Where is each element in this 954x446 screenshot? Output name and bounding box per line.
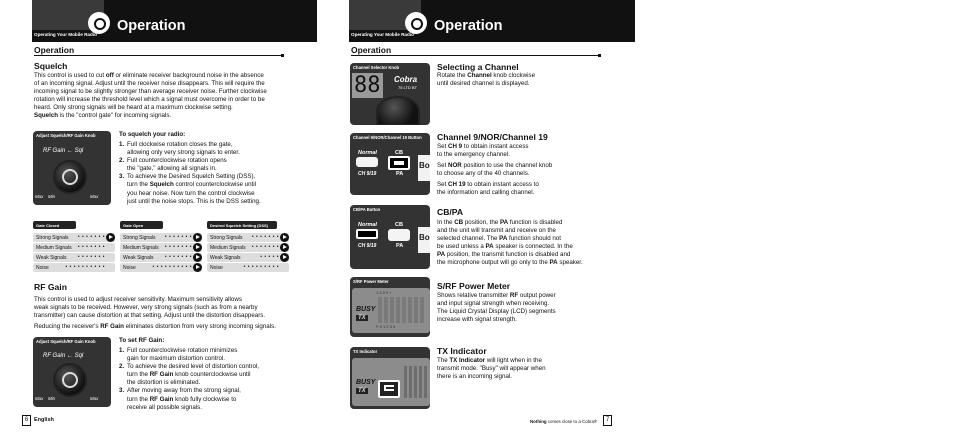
signal-row	[33, 263, 115, 272]
signal-row-label: Strong Signals	[123, 235, 156, 241]
busy-label: BUSY	[356, 379, 376, 386]
signal-row-label: Medium Signals	[36, 245, 72, 251]
photo-caption: CB/PA Button	[353, 207, 381, 212]
brand-label: Cobra	[394, 75, 418, 84]
arrow-icon	[193, 253, 202, 262]
cbpa-heading: CB/PA	[437, 207, 464, 217]
rf-gain-steps-title: To set RF Gain:	[119, 337, 165, 344]
signal-row	[207, 243, 289, 252]
cobra-logo-icon	[405, 12, 427, 34]
header-subtitle: Operating Your Mobile Radio	[34, 32, 97, 37]
knob-min-label: Min	[48, 396, 56, 401]
signal-row-label: Medium Signals	[210, 245, 246, 251]
meter-segments-icon	[378, 297, 426, 323]
squelch-steps: 1. Full clockwise rotation closes the gate, allowing only very strong signals to enter. 2. Full counterclockwise rotation opens the "gate," allowing all signals in. 3. To achieve the Desired Squelch Setting (DSS), turn the Squelch control counterclockwise until you hear noise. Now turn the control clockwise just until the noise stops. This is the DSS setting.	[119, 141, 261, 205]
squelch-heading: Squelch	[34, 61, 68, 71]
signal-row	[207, 263, 289, 272]
section-label: Operation	[34, 45, 75, 55]
cb-label: CB	[395, 150, 403, 156]
srf-heading: S/RF Power Meter	[437, 281, 511, 291]
signal-dots: • • • • • • • • • •	[152, 264, 192, 270]
signal-table-heading: Desired Squelch Setting (DSS)	[207, 221, 277, 229]
signal-dots: • • • • • • •	[77, 234, 105, 240]
normal-label: Normal	[358, 150, 377, 156]
rf-gain-steps: 1. Full counterclockwise rotation minimizes gain for maximum distortion control. 2. To achieve the desired level of distortion control, turn the RF Gain knob counterclockwise until the distortion is eliminated. 3. After moving away from the strong signal, turn the RF Gain knob fully clockwise to receive all possible signals.	[119, 347, 260, 411]
ch-label: CH 9/19	[358, 171, 377, 177]
photo-caption: Channel Selector Knob	[353, 65, 400, 70]
signal-dots: • • • • • • •	[164, 244, 192, 250]
lcd-display	[352, 288, 430, 333]
channel-knob-icon	[376, 96, 420, 125]
busy-label: BUSY	[356, 306, 376, 313]
arrow-icon	[193, 233, 202, 242]
right-header	[349, 0, 635, 42]
channel-display: 88	[354, 73, 381, 98]
srf-meter-photo	[350, 277, 430, 337]
scale-top-label: 1 3 5 9 +	[376, 290, 392, 295]
header-subtitle: Operating Your Mobile Radio	[351, 32, 414, 37]
photo-caption: Adjust Squelch/RF Gain Knob	[36, 133, 96, 138]
signal-row-label: Noise	[123, 265, 136, 271]
arrow-icon	[280, 253, 289, 262]
pa-label: PA	[396, 243, 404, 249]
squelch-description: This control is used to cut off or eliminate receiver background noise in the absence of an incoming signal. Adjust until the receiver noise disappears. This will require the incoming signal to be slightly stronger than average receiver noise. Further clockwise rotation will increase the threshold level which a signal must overcome in order to be heard. Only strong signals will be heard at a maximum clockwise setting. Squelch is the "control gate" for incoming signals.	[34, 72, 267, 120]
signal-row	[120, 243, 202, 252]
knob-max-label: Max	[35, 194, 44, 199]
pa-label: PA	[396, 171, 404, 177]
tx-description: The TX Indicator will light when in the transmit mode. "Busy" will appear when there is an incoming signal.	[437, 357, 546, 381]
cb-label: CB	[395, 222, 403, 228]
ch-label: CH 9/19	[358, 243, 377, 249]
normal-label: Normal	[358, 222, 377, 228]
side-label: Bo	[418, 155, 430, 181]
page-title: Operation	[117, 18, 186, 34]
signal-row-label: Medium Signals	[123, 245, 159, 251]
signal-row	[120, 263, 202, 272]
page-number: 7	[603, 415, 612, 426]
knob-label: RF Gain ← Sql	[43, 353, 84, 359]
photo-caption: Adjust Squelch/RF Gain Knob	[36, 339, 96, 344]
cbpa-description: In the CB position, the PA function is disabled and the unit will transmit and receive on the selected channel. The PA function should not be used unless a PA speaker is connected. In the PA position, the transmit function is disabled and the microphone output will go only to the PA speaker.	[437, 219, 583, 267]
signal-row	[120, 233, 202, 242]
side-label: Bo	[418, 227, 430, 253]
knob-max2-label: Max	[90, 194, 99, 199]
knob-max-label: Max	[35, 396, 44, 401]
cbpa-button-photo	[350, 205, 430, 269]
squelch-knob-photo	[33, 131, 111, 205]
footer-text: English	[34, 417, 54, 423]
lcd-display	[352, 358, 430, 406]
knob-max2-label: Max	[90, 396, 99, 401]
left-header	[32, 0, 317, 42]
signal-row-label: Strong Signals	[36, 235, 69, 241]
signal-row-label: Weak Signals	[210, 255, 241, 261]
photo-caption: Channel 9/NOR/Channel 19 Button	[353, 135, 422, 140]
signal-dots: • • • • •	[260, 254, 279, 260]
rf-gain-knob-photo	[33, 337, 111, 407]
signal-row	[207, 253, 289, 262]
cbpa-button-icon	[388, 229, 410, 241]
cbpa-button-icon	[388, 156, 410, 170]
cobra-logo-icon	[88, 12, 110, 34]
tx-label: TX	[358, 388, 366, 394]
section-label: Operation	[351, 45, 392, 55]
selecting-heading: Selecting a Channel	[437, 62, 519, 72]
signal-row-label: Noise	[36, 265, 49, 271]
tx-indicator-photo	[350, 347, 430, 409]
signal-dots: • • • • • • • • • •	[65, 264, 105, 270]
knob-ring-icon	[62, 169, 78, 185]
signal-table-heading: Gate Open	[120, 221, 163, 229]
ch9-button-icon	[356, 229, 378, 239]
selecting-description: Rotate the Channel knob clockwise until desired channel is displayed.	[437, 72, 536, 88]
arrow-icon	[106, 233, 115, 242]
rf-gain-description: This control is used to adjust receiver sensitivity. Maximum sensitivity allows weak signals to be received. However, very strong signals (such as from a nearby transmitter) can cause distortion at that setting. Adjust until the distortion disappears. Reducing the receiver's RF Gain eliminates distortion from very strong incoming signals.	[34, 296, 276, 331]
signal-dots: • • • • • • •	[77, 254, 105, 260]
ch9-heading: Channel 9/NOR/Channel 19	[437, 132, 548, 142]
knob-min-label: Min	[48, 194, 56, 199]
tx-heading: TX Indicator	[437, 346, 487, 356]
signal-dots: • • • • • • •	[164, 254, 192, 260]
scale-bottom-label: P 0 1 2 3 4	[376, 324, 396, 329]
section-rule	[34, 55, 284, 56]
knob-ring-icon	[62, 372, 78, 388]
ch9-button-icon	[356, 157, 378, 167]
channel-selector-photo	[350, 63, 430, 125]
signal-row-label: Strong Signals	[210, 235, 243, 241]
tx-label: TX	[358, 315, 366, 321]
signal-row	[207, 233, 289, 242]
signal-row	[33, 233, 115, 242]
arrow-icon	[280, 233, 289, 242]
ch9-button-photo	[350, 133, 430, 195]
arrow-icon	[280, 243, 289, 252]
model-label: 75 LTD BT	[398, 85, 418, 90]
signal-dots: • • • • • • • • •	[243, 264, 279, 270]
page-title: Operation	[434, 18, 503, 34]
signal-dots: • • • • • • •	[77, 244, 105, 250]
photo-caption: TX Indicator	[353, 349, 378, 354]
signal-row	[33, 253, 115, 262]
footer-text: Nothing comes close to a Cobra®	[530, 419, 598, 424]
section-rule	[351, 55, 601, 56]
srf-description: Shows relative transmitter RF output power and input signal strength when receiving. The Liquid Crystal Display (LCD) segments increase with signal strength.	[437, 292, 556, 324]
signal-dots: • • • • • • •	[251, 244, 279, 250]
signal-row	[33, 243, 115, 252]
arrow-icon	[193, 243, 202, 252]
photo-caption: S/RF Power Meter	[353, 279, 389, 284]
signal-row-label: Noise	[210, 265, 223, 271]
signal-row-label: Weak Signals	[36, 255, 67, 261]
rf-gain-heading: RF Gain	[34, 282, 67, 292]
signal-table-heading: Gate Closed	[33, 221, 76, 229]
ch9-description: Set CH 9 to obtain instant access to the emergency channel. Set NOR position to use the channel knob to choose any of the 40 channels. Set CH 19 to obtain instant access to the information and calling channel.	[437, 143, 553, 197]
page-number: 6	[22, 415, 31, 426]
signal-dots: • • • • • • •	[251, 234, 279, 240]
arrow-icon	[193, 263, 202, 272]
signal-row	[120, 253, 202, 262]
signal-row-label: Weak Signals	[123, 255, 154, 261]
tx-arrow-icon	[378, 380, 400, 398]
knob-label: RF Gain ← Sql	[43, 148, 84, 154]
signal-dots: • • • • • • •	[164, 234, 192, 240]
meter-segments-icon	[404, 366, 428, 398]
squelch-steps-title: To squelch your radio:	[119, 131, 186, 138]
